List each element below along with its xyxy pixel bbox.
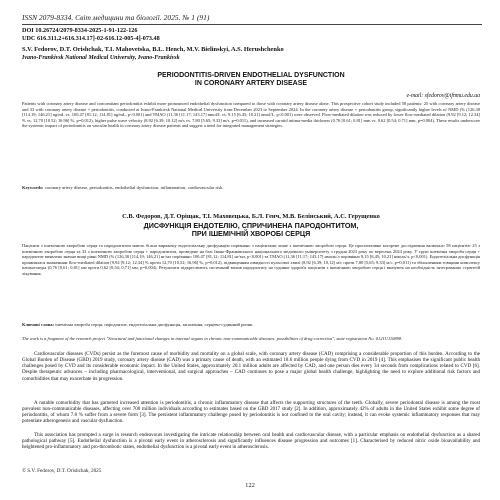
email-link[interactable]: e-mail: sfedorov@ifnmu.edu.ua <box>406 93 480 99</box>
keywords-ua-text: ішемічна хвороба серця, пародонтит, ендотеліальна дисфункція, запалення, серцево-судинний ризик. <box>55 322 254 327</box>
keywords-ua-label: Ключові слова: <box>22 322 55 327</box>
keywords-en <box>22 185 480 191</box>
abstract-ua: Пацієнти з ішемічною хворобою серця та пародонтитом мають більш виражену ендотеліальну дисфункцію порівняно з пацієнтами лише з ішемічною хворобою серця. Це проспективне когортне дослідження включало 58 пацієнтів: 25 з ішемічною хворобою серця та 33 з ішемічною хворобою серця + пародонтитом, проведене на базі Івано-Франківського національного медичного університету з грудня 2023 року по вересень 2024 року. У групі ішемічна хвороба серця + пародонтит виявлено значно вищі рівні NMD (% (126,38 [114,19; 146,21] нг/мл порівняно 100,47 [81,12; 114,81] нг/мл, p<0,001) та TMAO (11,36 [11,17; 143,17] нмоль/л порівняно 9,15 [6,45; 10,21] нмоль/л, p<0,001). Ендотеліальна дисфункція проявлялася зниженням flow-mediated dilation (9,92 [9,12; 12,34] % проти 12,70 [10,52; 16,96] %, p=0,012), підвищенням швидкості пульсової хвилі (8,92 [6,39; 10,12] м/с проти 7,80 [5,65; 9,33] м/с, p=0,011) та збільшенням товщини комплексу інтима-медіа (0,76 [0,61; 0,81] мм проти 0,62 [0,54; 0,71] мм, p=0,004). Результати підкреслюють системний вплив пародонтиту на судинне здоров'я пацієнтів з ішемічною хворобою серця і вказують на необхідність інтегрованих стратегій лікування. <box>22 243 480 276</box>
doi-line[interactable]: DOI 10.26724/2079-8334-2025-1-91-122-126 <box>22 27 138 34</box>
title-ua-line-1: ДИСФУНКЦІЯ ЕНДОТЕЛІЮ, СПРИЧИНЕНА ПАРОДОНТИТОМ, <box>143 221 359 230</box>
title-en-line-2: IN CORONARY ARTERY DISEASE <box>194 80 308 88</box>
keywords-en-text: coronary artery disease, periodontitis, endothelial dysfunction, inflammation, cardiovascular risk. <box>44 185 224 190</box>
title-ua-line-2: ПРИ ІШЕМІЧНІЙ ХВОРОБІ СЕРЦЯ <box>191 229 311 239</box>
article-title-en <box>22 72 480 88</box>
affiliation-en: Ivano-Frankivsk National Medical University, Ivano-Frankivsk <box>22 55 180 61</box>
udc-line: UDC 616.311.2+616.314.17]-02-616.12-005-4]-073.48 <box>22 35 160 42</box>
page-number: 122 <box>245 482 255 489</box>
abstract-en: Patients with coronary artery disease and concomitant periodontitis exhibit more pronounced endothelial dysfunction compared to those with coronary artery disease alone. This prospective cohort study included 58 patients: 25 with coronary artery disease and 33 with coronary artery disease + periodontitis, conducted at Ivano-Frankivsk National Medical University from December 2023 to September 2024. In the coronary artery disease + periodontitis group, significantly higher levels of NMD (% (126.38 [114.19; 146.21] ng/mL vs. 100.47 [81.12; 114.81] ng/mL, p<0.001) and TMAO (11.36 [11.17; 143.17] nmol/L vs. 9.15 [6.45; 10.21] nmol/L, p<0.001) were observed. Flow-mediated dilation was reduced by lower flow-mediated dilation (9.92 [9.12; 12.34] % vs. 12.70 [10.52; 16.96] %, p=0.012), higher pulse wave velocity (8.92 [6.39; 10.12] m/s vs. 7.80 [5.65; 9.33] m/s, p=0.011), and increased carotid intima-media thickness (0.76 [0.61; 0.81] mm vs. 0.62 [0.54; 0.71] mm, p=0.004). These results underscore the systemic impact of periodontitis on vascular health in coronary artery disease patients and suggest a need for integrated management strategies. <box>22 101 480 129</box>
copyright-footer: © S.V. Fedorov, D.T. Orishchak, 2025 <box>22 468 102 474</box>
authors-en: S.V. Fedorov, D.T. Orishchak, T.I. Mahovetska, B.L. Hench, M.V. Bielinskyi, A.S. Herushchenko <box>22 46 284 53</box>
article-title-ua <box>22 222 480 239</box>
body-paragraph-2: A notable comorbidity that has garnered increased attention is periodontitis, a chronic inflammatory disease that affects the supporting structures of the teeth. Globally, severe periodontal disease is among the most prevalent non-communicable diseases, affecting over 700 million individuals according to estimates based on the GBD 2017 study [2]. In addition, approximately 42% of adults in the United States exhibit some degree of periodontitis, of whom 7.8 % suffer from a severe form [3]. The persistent inflammatory challenge posed by periodontitis is not confined to the oral cavity; instead, it can evoke systemic inflammatory responses that may potentiate atherogenesis and vascular dysfunction. <box>22 400 480 425</box>
funding-note: The work is a fragment of the research project "Structural and functional changes in internal organs in chronic non-communicable diseases: possibilities of drug correction", state registration No. 0121U110898. <box>22 336 403 341</box>
authors-ua: С.В. Федоров, Д.Т. Оріщак, Т.І. Маховецька, Б.Л. Генч, М.В. Белінський, А.С. Герущенко <box>122 213 380 220</box>
keywords-ua <box>22 322 480 328</box>
journal-header: ISSN 2079-8334. Світ медицини та біології. 2025. № 1 (91) <box>22 13 482 25</box>
body-paragraph-1: Cardiovascular diseases (CVDs) persist as the foremost cause of morbidity and mortality on a global scale, with coronary artery disease (CAD) comprising a considerable proportion of this burden. According to the Global Burden of Disease (GBD) 2019 study, coronary artery disease (CAD) was a primary cause of death, with an estimated 18.6 million people dying from CVD in 2019 [4]. This emphasises the significant public health challenges posed by CVD and its considerable economic impact. In the United States, approximately 20.1 million adults are affected by CAD, and one person dies every 34 seconds from complications related to CVD [6]. Despite therapeutic advances – including pharmacological, interventional, and surgical approaches – CAD continues to pose a major global health challenge, highlighting the need to explore additional risk factors and comorbidities that may exacerbate its progression. <box>22 351 480 382</box>
title-en-line-1: PERIODONTITIS-DRIVEN ENDOTHELIAL DYSFUNCTION <box>157 72 345 79</box>
body-paragraph-3: This association has prompted a surge in research endeavours investigating the intricate relationship between oral health and cardiovascular disease, with a particular emphasis on endothelial dysfunction as a shared pathological pathway [5]. Endothelial dysfunction is a pivotal early event in atherosclerosis and significantly influences disease progression and outcomes [1]. Characterised by reduced nitric oxide bioavailability and heightened pro-inflammatory and pro-thrombotic states, endothelial dysfunction is a pivotal early event in atherosclerosis. <box>22 432 480 451</box>
keywords-en-label: Keywords: <box>22 185 44 190</box>
